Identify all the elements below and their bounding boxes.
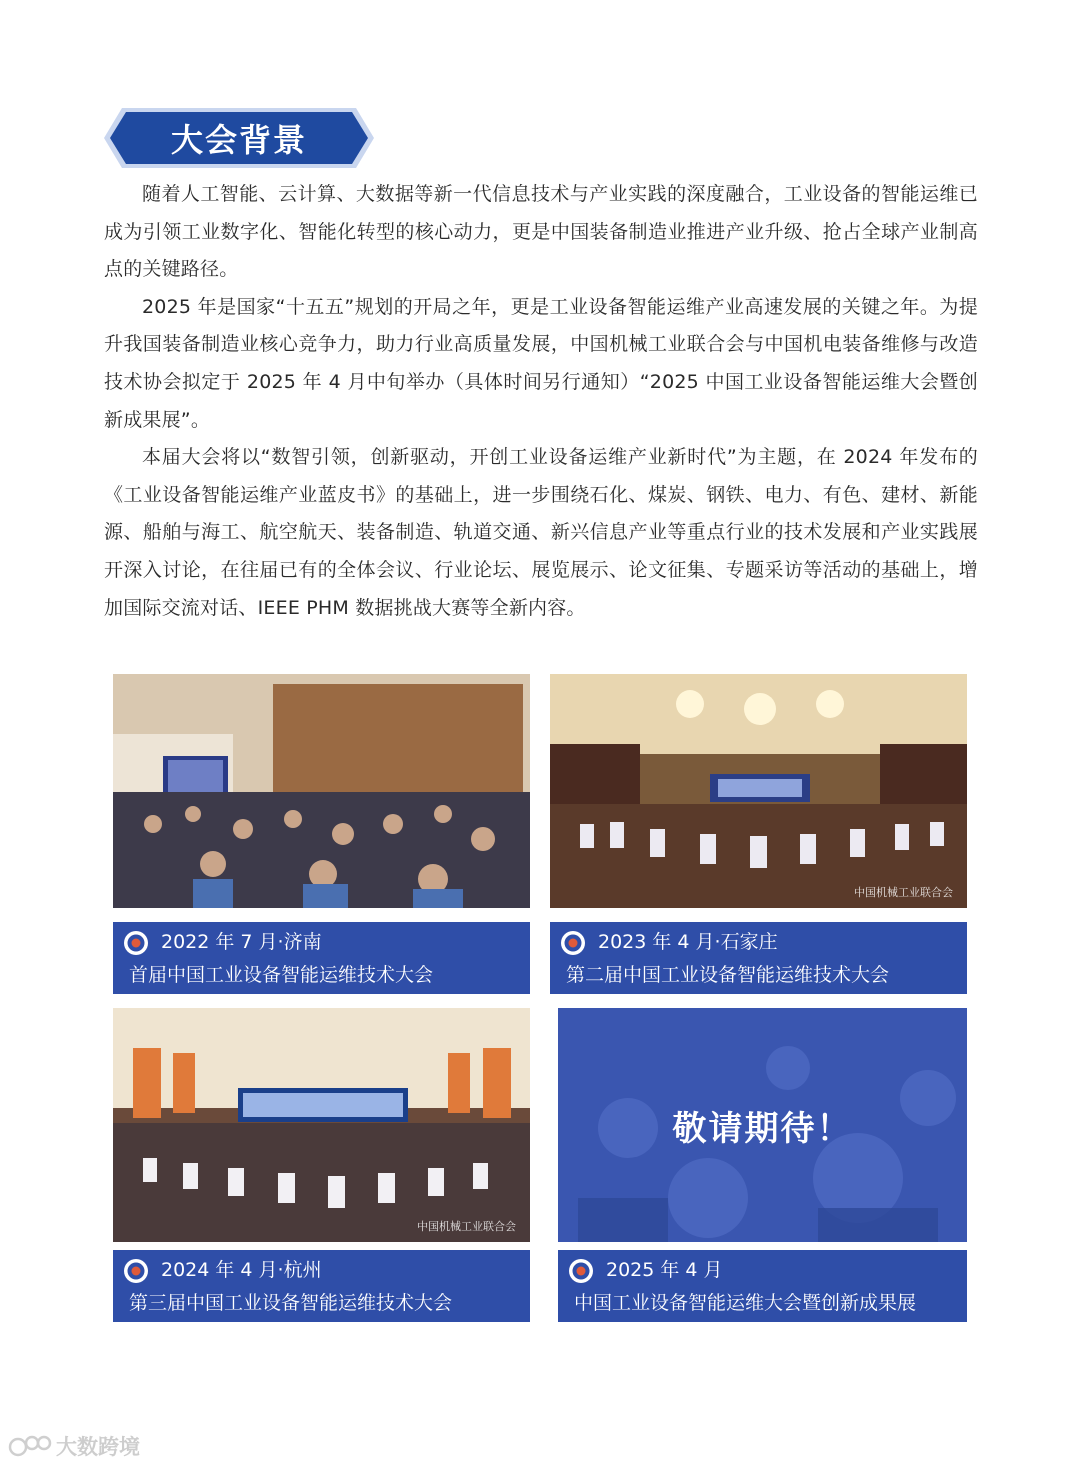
body-paragraph: 2025 年是国家“十五五”规划的开局之年，更是工业设备智能运维产业高速发展的关键之年。为提升我国装备制造业核心竞争力，助力行业高质量发展，中国机械工业联合会与中国机电装备维修与改造技术协会拟定于 2025 年 4 月中旬举办（具体时间另行通知）“2025 中国工业设备智能运维大会暨创新成果展”。 [104, 295, 978, 431]
brand-mark-icon [8, 1433, 52, 1459]
caption-event: 第三届中国工业设备智能运维技术大会 [129, 1292, 453, 1314]
teaser-text: 敬请期待！ [672, 1108, 853, 1149]
conference-logo-icon [123, 1258, 149, 1284]
caption-date: 2023 年 4 月·石家庄 [598, 931, 778, 953]
body-paragraph: 随着人工智能、云计算、大数据等新一代信息技术与产业实践的深度融合，工业设备的智能运维已成为引领工业数字化、智能化转型的核心动力，更是中国装备制造业推进产业升级、抢占全球产业制高点的关键路径。 [104, 183, 978, 281]
caption-event: 首届中国工业设备智能运维技术大会 [129, 964, 434, 986]
caption-bar-2023 [550, 922, 967, 994]
conference-photo-2022 [113, 674, 530, 908]
body-paragraph: 本届大会将以“数智引领，创新驱动，开创工业设备运维产业新时代”为主题，在 2024 年发布的《工业设备智能运维产业蓝皮书》的基础上，进一步围绕石化、煤炭、钢铁、电力、有色、建材、新能源、船舶与海工、航空航天、装备制造、轨道交通、新兴信息产业等重点行业的技术发展和产业实践展开深入讨论，在往届已有的全体会议、行业论坛、展览展示、论文征集、专题采访等活动的基础上，增加国际交流对话、IEEE PHM 数据挑战大赛等全新内容。 [104, 446, 978, 619]
footer-brand-name: 大数跨境 [56, 1435, 140, 1459]
conference-photo-2023 [550, 674, 967, 908]
caption-date: 2024 年 4 月·杭州 [161, 1259, 322, 1281]
caption-bar-2022 [113, 922, 530, 994]
teaser-panel [558, 1008, 967, 1242]
caption-bar-2024 [113, 1250, 530, 1322]
caption-date: 2022 年 7 月·济南 [161, 931, 322, 953]
caption-event: 第二届中国工业设备智能运维技术大会 [566, 964, 890, 986]
conference-logo-icon [560, 930, 586, 956]
section-title: 大会背景 [170, 121, 307, 159]
caption-date: 2025 年 4 月 [606, 1259, 723, 1281]
caption-event: 中国工业设备智能运维大会暨创新成果展 [574, 1292, 917, 1314]
photo-watermark: 中国机械工业联合会 [854, 886, 953, 899]
photo-watermark: 中国机械工业联合会 [417, 1220, 516, 1233]
caption-bar-2025 [558, 1250, 967, 1322]
conference-logo-icon [123, 930, 149, 956]
footer-brand-logo [8, 1430, 140, 1462]
section-banner [104, 108, 374, 168]
conference-photo-2024 [113, 1008, 530, 1242]
conference-logo-icon [568, 1258, 594, 1284]
body-text [104, 176, 978, 627]
